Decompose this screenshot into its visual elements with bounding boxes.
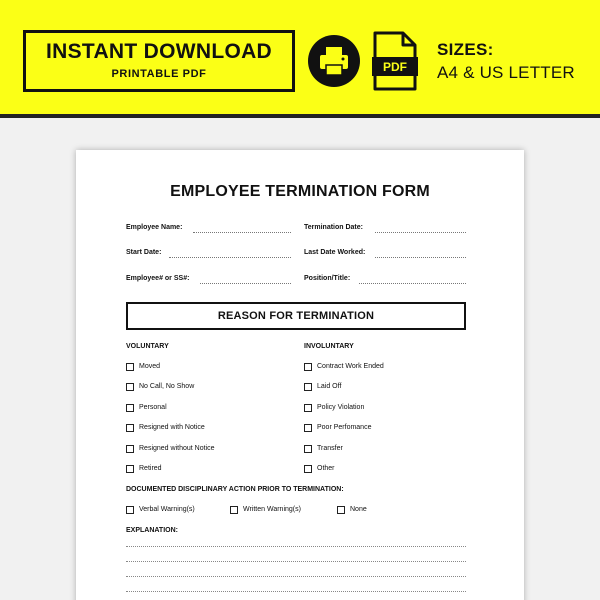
position-title-line[interactable]: [359, 283, 466, 284]
checkbox[interactable]: [230, 506, 238, 514]
employee-name-label: Employee Name:: [126, 224, 183, 231]
involuntary-heading: INVOLUNTARY: [304, 343, 354, 350]
option-label: Written Warning(s): [243, 506, 301, 513]
sizes-value: A4 & US LETTER: [437, 63, 575, 82]
checkbox[interactable]: [126, 383, 134, 391]
explanation-label: EXPLANATION:: [126, 527, 178, 534]
last-date-worked-field[interactable]: [304, 247, 466, 261]
promo-banner: [0, 0, 600, 114]
option-label: Retired: [139, 465, 162, 472]
option-label: Resigned without Notice: [139, 445, 215, 452]
checkbox[interactable]: [304, 465, 312, 473]
explanation-line[interactable]: [126, 546, 466, 547]
termination-date-line[interactable]: [375, 232, 466, 233]
employee-name-line[interactable]: [193, 232, 291, 233]
option-label: Poor Perfomance: [317, 424, 372, 431]
printer-icon: [308, 35, 360, 87]
employee-id-label: Employee# or SS#:: [126, 275, 190, 282]
option-label: Other: [317, 465, 335, 472]
explanation-line[interactable]: [126, 561, 466, 562]
checkbox[interactable]: [126, 465, 134, 473]
option-label: Transfer: [317, 445, 343, 452]
instant-download-badge: [23, 30, 295, 92]
last-date-worked-line[interactable]: [375, 257, 466, 258]
start-date-field[interactable]: [126, 247, 291, 261]
voluntary-heading: VOLUNTARY: [126, 343, 169, 350]
employee-id-line[interactable]: [200, 283, 291, 284]
checkbox[interactable]: [126, 424, 134, 432]
checkbox[interactable]: [126, 404, 134, 412]
option-label: Personal: [139, 404, 167, 411]
option-label: Laid Off: [317, 383, 342, 390]
employee-id-field[interactable]: [126, 273, 291, 287]
pdf-file-icon: [372, 30, 418, 92]
checkbox[interactable]: [337, 506, 345, 514]
termination-date-label: Termination Date:: [304, 224, 363, 231]
last-date-worked-label: Last Date Worked:: [304, 249, 366, 256]
start-date-line[interactable]: [169, 257, 291, 258]
option-label: No Call, No Show: [139, 383, 195, 390]
checkbox[interactable]: [126, 445, 134, 453]
checkbox[interactable]: [126, 506, 134, 514]
option-label: Policy Violation: [317, 404, 365, 411]
form-title: EMPLOYEE TERMINATION FORM: [170, 183, 430, 200]
disciplinary-heading: DOCUMENTED DISCIPLINARY ACTION PRIOR TO TERMINATION:: [126, 486, 344, 493]
checkbox[interactable]: [304, 404, 312, 412]
checkbox[interactable]: [304, 383, 312, 391]
start-date-label: Start Date:: [126, 249, 162, 256]
option-label: Contract Work Ended: [317, 363, 384, 370]
checkbox[interactable]: [126, 363, 134, 371]
option-label: Resigned with Notice: [139, 424, 205, 431]
option-label: Verbal Warning(s): [139, 506, 195, 513]
explanation-line[interactable]: [126, 591, 466, 592]
termination-date-field[interactable]: [304, 222, 466, 236]
position-title-label: Position/Title:: [304, 275, 351, 282]
checkbox[interactable]: [304, 363, 312, 371]
banner-divider: [0, 114, 600, 118]
position-title-field[interactable]: [304, 273, 466, 287]
checkbox[interactable]: [304, 445, 312, 453]
option-label: None: [350, 506, 367, 513]
download-title: INSTANT DOWNLOAD: [45, 40, 273, 63]
checkbox[interactable]: [304, 424, 312, 432]
explanation-line[interactable]: [126, 576, 466, 577]
sizes-label: SIZES:: [437, 40, 494, 59]
option-label: Moved: [139, 363, 161, 370]
reason-heading: REASON FOR TERMINATION: [126, 302, 466, 330]
form-page: [76, 150, 524, 600]
pdf-label: PDF: [383, 60, 407, 74]
employee-name-field[interactable]: [126, 222, 291, 236]
download-subtitle: PRINTABLE PDF: [111, 68, 207, 80]
